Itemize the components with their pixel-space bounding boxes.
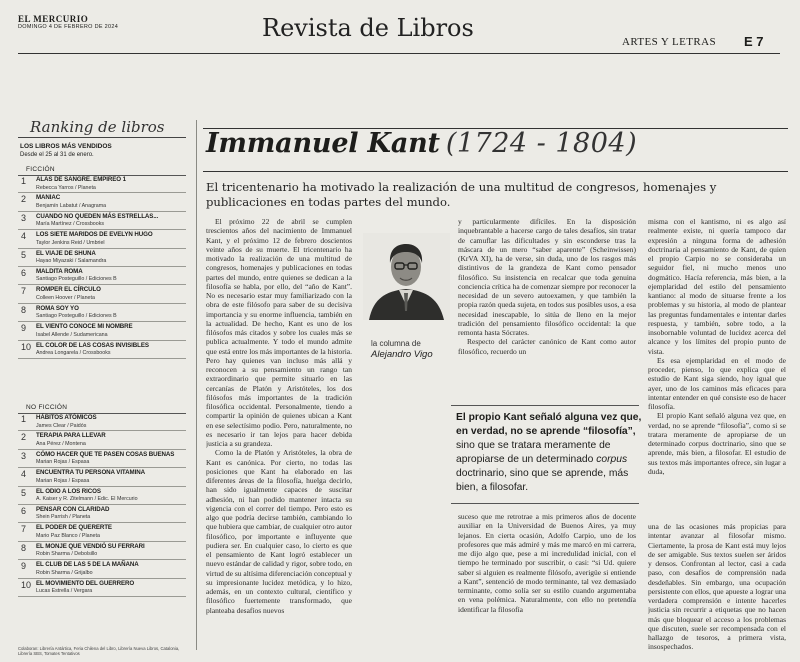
ranking-position: 2	[21, 432, 27, 443]
ranking-book-title: HÁBITOS ATÓMICOS	[36, 414, 97, 421]
nonfiction-label: NO FICCIÓN	[26, 404, 68, 411]
byline-name: Alejandro Vigo	[371, 349, 433, 360]
ranking-book-author: A. Kaiser y R. Zitelmann / Edic. El Mercurio	[36, 496, 138, 503]
page-number: E 7	[744, 34, 764, 49]
article-title-name: Immanuel Kant	[206, 128, 440, 159]
ranking-position: 9	[21, 561, 27, 572]
article-paragraph: El próximo 22 de abril se cumplen trescientos años del nacimiento de Immanuel Kant, y el próximo 12 de febrero doscientos veinte años de su muerte. El tricentenario ha motivado la realización de una multitud de congresos, homenajes y publicaciones en todas partes del mundo, entre quienes se dedican a la filosofía se habla, por ello, del “año de Kant”. No es necesario estar muy familiarizado con la obra de este filósofo para saber de su decisiva importancia y su enorme influencia, también en la actualidad. De hecho, Kant es uno de los filósofos más citados y sobre los cuales más se publica actualmente. Y todo el mundo admite que está entre los más importantes de la historia. Pero hay quienes van incluso más allá y reconocen a su pensamiento un rango tan extraordinario que permite situarlo en las cercanías de Platón y Aristóteles, los dos filósofos más importantes de la tradición filosófica occidental. Personalmente, tiendo a compartir la opinión de quienes ubican a Kant en ese selectísimo podio. Pero, naturalmente, no es necesario ir tan lejos para hacer debida justicia a su grandeza.	[206, 217, 352, 448]
ranking-item	[18, 505, 186, 523]
article-paragraph: suceso que me retrotrae a mis primeros años de docente auxiliar en la Universidad de Buenos Aires, ya muy lejanos. En cierta ocasión, Adolfo Carpio, uno de los profesores que más admiré y más me marcó en mi carrera, me dijo algo que, pese a mi incredulidad inicial, con el tiempo he terminado por suscribir, o casi: “si Ud. quiere saber si alguien es realmente filósofo, averigüe si entiende a Kant”, sentenció de modo terminante, tal vez demasiado terminante, como solía ser su estilo cuando argumentaba en vena polémica. Naturalmente, con ello no pretendía identificar la filosofía	[458, 512, 636, 614]
ranking-position: 10	[21, 579, 32, 590]
pullquote-lead: El propio Kant señaló alguna vez que, en verdad, no se aprende “filosofía”,	[456, 412, 642, 437]
ranking-position: 1	[21, 176, 27, 186]
pullquote-bottom-rule	[451, 503, 639, 504]
ranking-position: 5	[21, 249, 27, 260]
article-column-1	[206, 217, 352, 653]
ranking-book-title: EL PODER DE QUERERTE	[36, 524, 112, 532]
fiction-list	[18, 175, 186, 359]
article-title	[206, 128, 637, 159]
ranking-position: 7	[21, 524, 27, 535]
ranking-item	[18, 230, 186, 248]
ranking-book-author: Mario Paz Blanco / Planeta	[36, 532, 100, 539]
ranking-position: 6	[21, 505, 27, 516]
ranking-position: 7	[21, 286, 27, 297]
ranking-footer: Colaboran: Librería Antártica, Feria Chilena del Libro, Librería Nueva Libros, Catalonia, Librería SBS, Tomates Tentativos	[18, 646, 180, 657]
article-column-3-bottom	[648, 522, 786, 653]
ranking-position: 4	[21, 231, 27, 242]
ranking-book-author: Shein Parrish / Planeta	[36, 514, 91, 521]
fiction-label: FICCIÓN	[26, 166, 55, 173]
ranking-title-divider	[18, 137, 186, 138]
ranking-item	[18, 468, 186, 486]
article-column-3-top	[648, 217, 786, 522]
ranking-book-title: EL ODIO A LOS RICOS	[36, 487, 101, 495]
ranking-item	[18, 560, 186, 578]
ranking-position: 8	[21, 542, 27, 553]
ranking-book-author: María Martínez / Crossbooks	[36, 221, 104, 228]
ranking-item	[18, 212, 186, 230]
ranking-item	[18, 542, 186, 560]
ranking-book-title: EL MONJE QUE VENDIÓ SU FERRARI	[36, 542, 145, 550]
ranking-item	[18, 579, 186, 597]
ranking-subtitle: LOS LIBROS MÁS VENDIDOS	[20, 143, 112, 150]
ranking-item	[18, 487, 186, 505]
ranking-position: 2	[21, 194, 27, 205]
ranking-book-title: EL VIAJE DE SHUNA	[36, 249, 96, 257]
ranking-book-title: PENSAR CON CLARIDAD	[36, 505, 110, 513]
ranking-position: 4	[21, 469, 27, 480]
ranking-position: 10	[21, 341, 32, 352]
issue-date: DOMINGO 4 DE FEBRERO DE 2024	[18, 24, 119, 30]
byline-label: la columna de	[371, 339, 421, 348]
article-paragraph: El propio Kant señaló alguna vez que, en verdad, no se aprende “filosofía”, como si se tratara meramente de apropiarse de un determinado corpus doctrinario, sino que se aprende, más bien, a filosofar. El estudio de sus textos más importantes ofrece, sin lugar a duda,	[648, 411, 786, 476]
ranking-book-author: Isabel Allende / Sudamericana	[36, 331, 108, 338]
ranking-position: 5	[21, 487, 27, 498]
ranking-item	[18, 413, 186, 431]
ranking-book-title: TERAPIA PARA LLEVAR	[36, 432, 106, 440]
ranking-book-author: Rebecca Yarros / Planeta	[36, 184, 96, 191]
ranking-book-author: Robin Sharma / Debolsillo	[36, 551, 98, 558]
ranking-position: 9	[21, 323, 27, 334]
article-column-2-top	[458, 217, 636, 403]
sidebar-divider	[196, 120, 197, 650]
ranking-book-title: ROMPER EL CÍRCULO	[36, 286, 101, 294]
ranking-position: 3	[21, 450, 27, 461]
pullquote-corpus: corpus	[596, 454, 628, 465]
ranking-position: 1	[21, 414, 27, 424]
ranking-book-title: EL COLOR DE LAS COSAS INVISIBLES	[36, 341, 149, 349]
ranking-book-author: Benjamín Labatut / Anagrama	[36, 202, 107, 209]
article-paragraph: misma con el kantismo, ni es algo así realmente existe, ni quería tampoco dar expresión a ninguna forma de adhesión doctrinaria al pensamiento de Kant, de quien el propio Carpio no se consideraba un seguidor fiel, ni mucho menos uno dogmático. Hacía referencia, más bien, a la ejemplaridad del estilo del pensamiento kantiano: al modo de situarse frente a los problemas y su historia, al modo de plantear las preguntas fundamentales e intentar darles respuesta, y también, sobre todo, a la insobornable voluntad de lucidez acerca del alcance y los límites del propio punto de vista.	[648, 217, 786, 356]
ranking-book-author: Ana Pérez / Montena	[36, 440, 86, 447]
pullquote-middle: sino que se tratara meramente de apropiarse de un determinado	[456, 440, 611, 465]
article-paragraph: Es esa ejemplaridad en el modo de proceder, pienso, lo que explica que el estudio de Kant siga siendo, hoy igual que ayer, uno de los caminos más eficaces para intentar entender en qué consiste eso de hacer filosofía.	[648, 355, 786, 411]
ranking-book-title: MANIAC	[36, 194, 61, 202]
ranking-position: 6	[21, 267, 27, 278]
article-title-rule	[203, 171, 788, 172]
article-paragraph: Como la de Platón y Aristóteles, la obra de Kant es canónica. Por cierto, no todas las posiciones que Kant ha elaborado en las diferentes áreas de la filosofía, huelga decirlo, han sido igualmente capaces de suscitar adhesión, ni han podido mantener intacta su vigencia con el correr del tiempo. Pero esto es algo que podría decirse también, cambiando lo que hubiera que cambiar, de cualquier otro autor filosófico, por importante e influyente que pudiera ser. En cualquier caso, lo cierto es que el pensamiento de Kant logró establecer un nuevo estándar de calidad y rigor, sobre todo, en virtud de su altísima diferenciación conceptual y su impresionante lucidez metódica, y lo hizo, además, en un contexto cultural, científico y filosófico fuertemente transformado, que planteaba desafíos nuevos	[206, 448, 352, 615]
article-paragraph: una de las ocasiones más propicias para intentar avanzar al filosofar mismo. Ciertamente, la prosa de Kant está muy lejos de ser amigable. Sus textos suelen ser áridos y densos. Confrontan al lector, casi a cada paso, con desafíos de comprensión nada desdeñables. Sin embargo, una ocupación persistente con ellos, que apueste a lograr una verdadera comprensión e intente hacerles justicia sin recurrir a etiquetas que no hacen más que bloquear el acceso a los problemas que discuten, suele ser recompensada con el hallazgo de tesoros, a primera vista, insospechados.	[648, 522, 786, 652]
section-title: Revista de Libros	[262, 14, 474, 42]
pullquote-end: doctrinario, sino que se aprende, más bien, a filosofar.	[456, 468, 629, 493]
ranking-book-title: CÓMO HACER QUE TE PASEN COSAS BUENAS	[36, 450, 175, 458]
ranking-item	[18, 249, 186, 267]
ranking-title: Ranking de libros	[30, 118, 165, 136]
article-paragraph: Respecto del carácter canónico de Kant como autor filosófico, recuerdo un	[458, 337, 636, 356]
masthead-divider	[18, 53, 780, 54]
ranking-book-author: Lucas Estrella / Vergara	[36, 588, 93, 595]
ranking-book-author: Robin Sharma / Grijalbo	[36, 569, 93, 576]
newspaper-name: EL MERCURIO	[18, 14, 89, 24]
article-column-2-bottom	[458, 512, 636, 653]
ranking-book-title: ENCUENTRA TU PERSONA VITAMINA	[36, 469, 145, 477]
ranking-book-title: MALDITA ROMA	[36, 267, 83, 275]
ranking-position: 8	[21, 304, 27, 315]
ranking-book-author: Marian Rojas / Espasa	[36, 459, 90, 466]
ranking-book-title: EL CLUB DE LAS 5 DE LA MAÑANA	[36, 561, 139, 569]
article-deck: El tricentenario ha motivado la realización de una multitud de congresos, homenajes y publicaciones en todas partes del mundo.	[206, 180, 717, 209]
article-title-years: (1724 - 1804)	[445, 128, 638, 159]
pullquote-top-rule	[451, 405, 639, 406]
ranking-book-title: LOS SIETE MARIDOS DE EVELYN HUGO	[36, 231, 153, 239]
ranking-item	[18, 193, 186, 211]
portrait-illustration	[363, 233, 450, 320]
ranking-item	[18, 523, 186, 541]
ranking-item	[18, 175, 186, 193]
ranking-item	[18, 322, 186, 340]
ranking-book-author: Colleen Hoover / Planeta	[36, 294, 95, 301]
ranking-book-title: ROMA SOY YO	[36, 304, 79, 312]
columnist-photo	[363, 233, 450, 320]
nonfiction-list	[18, 413, 186, 597]
ranking-book-author: Andrea Longarela / Crossbooks	[36, 350, 111, 357]
ranking-book-author: Taylor Jenkins Reid / Umbriel	[36, 239, 105, 246]
ranking-book-title: ALAS DE SANGRE. EMPIREO 1	[36, 176, 126, 183]
ranking-book-author: James Clear / Paidós	[36, 422, 87, 429]
ranking-item	[18, 341, 186, 359]
ranking-book-author: Santiago Posteguillo / Ediciones B	[36, 276, 117, 283]
ranking-book-author: Hayao Miyazaki / Salamandra	[36, 258, 107, 265]
pullquote	[456, 411, 642, 495]
ranking-item	[18, 267, 186, 285]
ranking-item	[18, 431, 186, 449]
ranking-book-author: Santiago Posteguillo / Ediciones B	[36, 313, 117, 320]
ranking-position: 3	[21, 212, 27, 223]
ranking-item	[18, 304, 186, 322]
ranking-item	[18, 450, 186, 468]
article-paragraph: y particularmente difíciles. En la disposición inquebrantable a hacerse cargo de tales desafíos, sin tratar de camuflar las dificultades y sin esconderse tras la máscara de un mero “saber aparente” (Scheinwissen) (KrVA XI), ha de verse, sin duda, uno de los rasgos más distintivos de la grandeza de Kant como pensador filosófico. Su insistencia en recalcar que toda genuina conciencia crítica ha de comenzar siempre por reconocer la necesidad de un severo autoexamen, y que también la propia razón queda sujeta, en todos sus posibles usos, a esa necesidad inescapable, lo sitúa de lleno en la mejor tradición del pensamiento filosófico occidental: la que remonta hasta Sócrates.	[458, 217, 636, 337]
ranking-item	[18, 285, 186, 303]
section-label: ARTES Y LETRAS	[622, 36, 716, 48]
ranking-dates: Desde el 25 al 31 de enero.	[20, 152, 94, 158]
ranking-book-title: EL MOVIMIENTO DEL GUERRERO	[36, 579, 135, 587]
ranking-book-author: Marian Rojas / Espasa	[36, 477, 90, 484]
ranking-book-title: CUANDO NO QUEDEN MÁS ESTRELLAS...	[36, 212, 159, 220]
ranking-book-title: EL VIENTO CONOCE MI NOMBRE	[36, 323, 133, 331]
